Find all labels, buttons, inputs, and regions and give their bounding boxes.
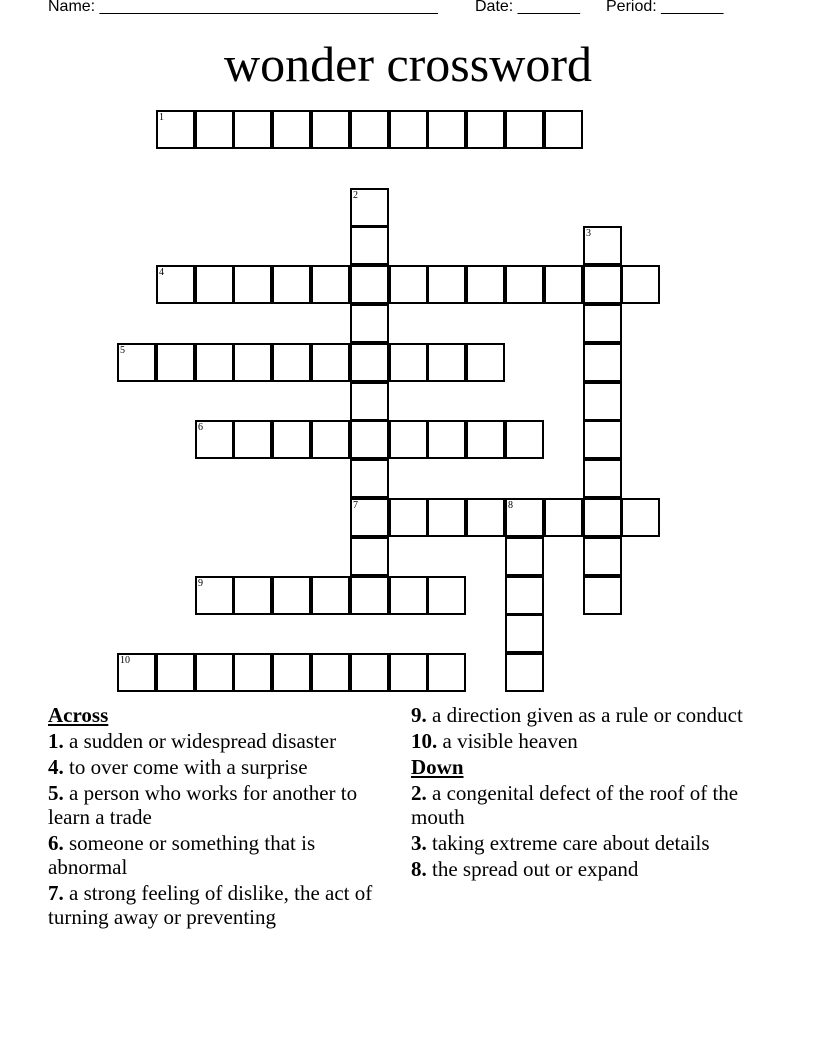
grid-cell[interactable] bbox=[272, 110, 311, 149]
grid-cell[interactable] bbox=[117, 343, 156, 382]
clue-text: a strong feeling of dislike, the act of turning away or preventing bbox=[48, 881, 373, 929]
grid-cell[interactable] bbox=[311, 576, 350, 615]
grid-cell[interactable] bbox=[621, 265, 660, 304]
cell-number: 5 bbox=[120, 345, 125, 356]
across-heading: Across bbox=[48, 703, 109, 727]
grid-cell[interactable] bbox=[156, 265, 195, 304]
clue-text: a congenital defect of the roof of the mouth bbox=[411, 781, 739, 829]
grid-cell[interactable] bbox=[389, 653, 428, 692]
grid-cell[interactable] bbox=[350, 576, 389, 615]
grid-cell[interactable] bbox=[311, 110, 350, 149]
grid-cell[interactable] bbox=[505, 110, 544, 149]
grid-cell[interactable] bbox=[427, 498, 466, 537]
grid-cell[interactable] bbox=[350, 653, 389, 692]
grid-cell[interactable] bbox=[233, 343, 272, 382]
grid-cell[interactable] bbox=[583, 459, 622, 498]
grid-cell[interactable] bbox=[583, 420, 622, 459]
grid-cell[interactable] bbox=[233, 110, 272, 149]
grid-cell[interactable] bbox=[505, 265, 544, 304]
clue-text: taking extreme care about details bbox=[426, 831, 710, 855]
grid-cell[interactable] bbox=[505, 420, 544, 459]
grid-cell[interactable] bbox=[350, 343, 389, 382]
cell-number: 6 bbox=[198, 422, 203, 433]
clue-text: a direction given as a rule or conduct bbox=[426, 703, 743, 727]
grid-cell[interactable] bbox=[195, 265, 234, 304]
grid-cell[interactable] bbox=[427, 576, 466, 615]
clue-number: 6. bbox=[48, 831, 64, 855]
down-heading: Down bbox=[411, 755, 464, 779]
clue-number: 5. bbox=[48, 781, 64, 805]
across-clue bbox=[48, 831, 388, 879]
grid-cell[interactable] bbox=[427, 110, 466, 149]
grid-cell[interactable] bbox=[233, 576, 272, 615]
grid-cell[interactable] bbox=[583, 265, 622, 304]
grid-cell[interactable] bbox=[389, 343, 428, 382]
grid-cell[interactable] bbox=[466, 498, 505, 537]
grid-cell[interactable] bbox=[427, 420, 466, 459]
clue-number: 4. bbox=[48, 755, 64, 779]
clue-text: the spread out or expand bbox=[426, 857, 639, 881]
clue-number: 3. bbox=[411, 831, 427, 855]
grid-cell[interactable] bbox=[195, 343, 234, 382]
clue-number: 9. bbox=[411, 703, 427, 727]
grid-cell[interactable] bbox=[466, 343, 505, 382]
grid-cell[interactable] bbox=[350, 110, 389, 149]
clue-text: someone or something that is abnormal bbox=[48, 831, 316, 879]
across-clue bbox=[411, 729, 751, 753]
grid-cell[interactable] bbox=[195, 420, 234, 459]
grid-cell[interactable] bbox=[233, 420, 272, 459]
grid-cell[interactable] bbox=[544, 110, 583, 149]
grid-cell[interactable] bbox=[389, 498, 428, 537]
grid-cell[interactable] bbox=[272, 265, 311, 304]
name-field-label[interactable]: Name: ______________________________________ bbox=[48, 0, 438, 15]
grid-cell[interactable] bbox=[350, 265, 389, 304]
cell-number: 4 bbox=[159, 267, 164, 278]
grid-cell[interactable] bbox=[350, 188, 389, 227]
clue-text: a sudden or widespread disaster bbox=[63, 729, 337, 753]
puzzle-title: wonder crossword bbox=[224, 36, 592, 92]
clue-number: 7. bbox=[48, 881, 64, 905]
grid-cell[interactable] bbox=[195, 110, 234, 149]
grid-cell[interactable] bbox=[156, 343, 195, 382]
grid-cell[interactable] bbox=[311, 420, 350, 459]
across-clue bbox=[48, 781, 388, 829]
grid-cell[interactable] bbox=[583, 304, 622, 343]
cell-number: 9 bbox=[198, 578, 203, 589]
clue-number: 10. bbox=[411, 729, 438, 753]
clue-number: 2. bbox=[411, 781, 427, 805]
grid-cell[interactable] bbox=[505, 653, 544, 692]
grid-cell[interactable] bbox=[427, 653, 466, 692]
grid-cell[interactable] bbox=[466, 265, 505, 304]
cell-number: 7 bbox=[353, 500, 358, 511]
grid-cell[interactable] bbox=[427, 265, 466, 304]
grid-cell[interactable] bbox=[233, 653, 272, 692]
grid-cell[interactable] bbox=[583, 226, 622, 265]
date-field-label[interactable]: Date: _______ bbox=[475, 0, 580, 15]
grid-cell[interactable] bbox=[117, 653, 156, 692]
grid-cell[interactable] bbox=[272, 343, 311, 382]
grid-cell[interactable] bbox=[350, 537, 389, 576]
grid-cell[interactable] bbox=[350, 304, 389, 343]
grid-cell[interactable] bbox=[156, 653, 195, 692]
across-clue bbox=[48, 729, 388, 753]
grid-cell[interactable] bbox=[505, 614, 544, 653]
grid-cell[interactable] bbox=[583, 498, 622, 537]
grid-cell[interactable] bbox=[350, 382, 389, 421]
grid-cell[interactable] bbox=[233, 265, 272, 304]
cell-number: 2 bbox=[353, 190, 358, 201]
grid-cell[interactable] bbox=[156, 110, 195, 149]
grid-cell[interactable] bbox=[583, 576, 622, 615]
grid-cell[interactable] bbox=[272, 420, 311, 459]
across-clue bbox=[48, 755, 388, 779]
clue-number: 1. bbox=[48, 729, 64, 753]
grid-cell[interactable] bbox=[427, 343, 466, 382]
grid-cell[interactable] bbox=[544, 265, 583, 304]
grid-cell[interactable] bbox=[505, 576, 544, 615]
period-field-label[interactable]: Period: _______ bbox=[606, 0, 724, 15]
grid-cell[interactable] bbox=[505, 498, 544, 537]
cell-number: 8 bbox=[508, 500, 513, 511]
grid-cell[interactable] bbox=[350, 459, 389, 498]
clues-column-right bbox=[411, 703, 751, 883]
grid-cell[interactable] bbox=[389, 420, 428, 459]
cell-number: 10 bbox=[120, 655, 130, 666]
clue-text: a person who works for another to learn a trade bbox=[48, 781, 358, 829]
clue-number: 8. bbox=[411, 857, 427, 881]
grid-cell[interactable] bbox=[466, 110, 505, 149]
grid-cell[interactable] bbox=[272, 576, 311, 615]
grid-cell[interactable] bbox=[505, 537, 544, 576]
grid-cell[interactable] bbox=[350, 420, 389, 459]
clues-column-left bbox=[48, 703, 388, 931]
grid-cell[interactable] bbox=[544, 498, 583, 537]
across-clue bbox=[411, 703, 751, 727]
clue-text: a visible heaven bbox=[437, 729, 578, 753]
grid-cell[interactable] bbox=[311, 653, 350, 692]
across-clue bbox=[48, 881, 388, 929]
grid-cell[interactable] bbox=[350, 498, 389, 537]
cell-number: 3 bbox=[586, 228, 591, 239]
grid-cell[interactable] bbox=[621, 498, 660, 537]
grid-cell[interactable] bbox=[195, 653, 234, 692]
clue-text: to over come with a surprise bbox=[63, 755, 308, 779]
grid-cell[interactable] bbox=[311, 343, 350, 382]
grid-cell[interactable] bbox=[583, 537, 622, 576]
grid-cell[interactable] bbox=[389, 576, 428, 615]
down-clue bbox=[411, 831, 751, 855]
grid-cell[interactable] bbox=[389, 110, 428, 149]
cell-number: 1 bbox=[159, 112, 164, 123]
down-clue bbox=[411, 781, 751, 829]
grid-cell[interactable] bbox=[583, 382, 622, 421]
grid-cell[interactable] bbox=[350, 226, 389, 265]
grid-cell[interactable] bbox=[195, 576, 234, 615]
grid-cell[interactable] bbox=[311, 265, 350, 304]
down-clue bbox=[411, 857, 751, 881]
grid-cell[interactable] bbox=[389, 265, 428, 304]
grid-cell[interactable] bbox=[583, 343, 622, 382]
grid-cell[interactable] bbox=[272, 653, 311, 692]
grid-cell[interactable] bbox=[466, 420, 505, 459]
